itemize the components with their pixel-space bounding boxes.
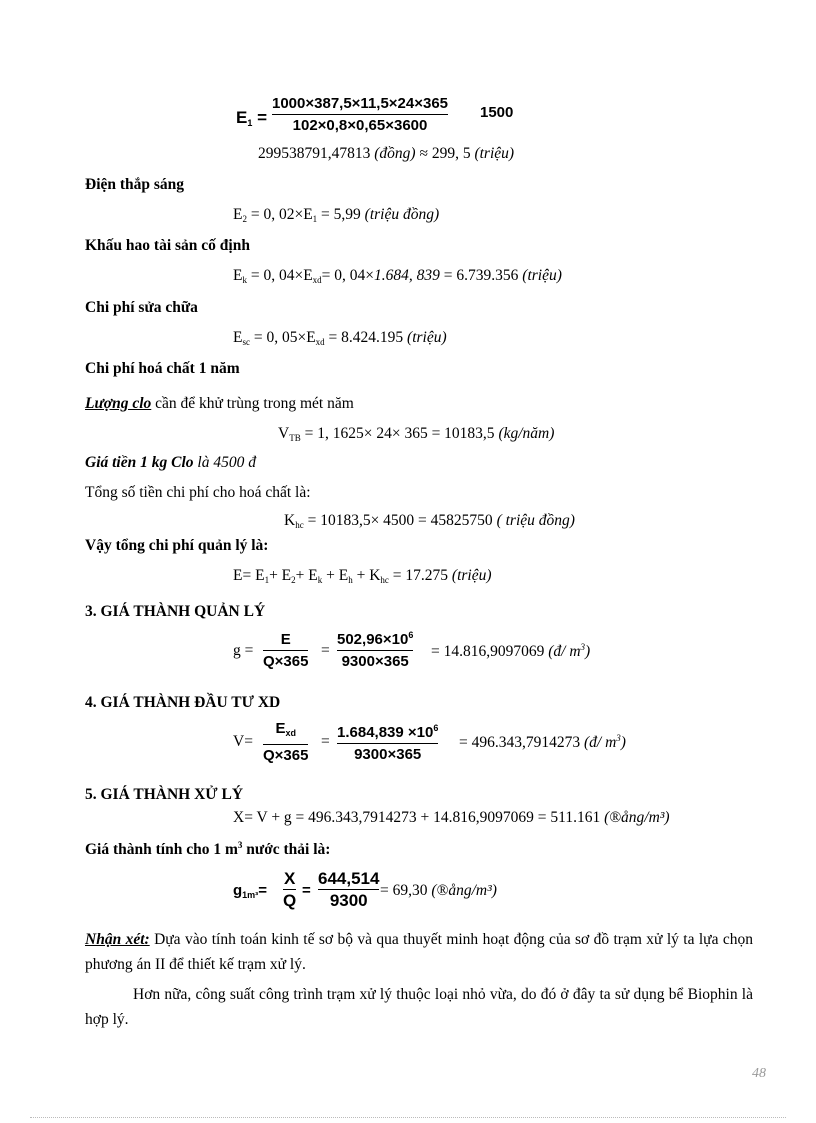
s5-f2-den: 9300 — [329, 891, 368, 910]
equation-vtb: $V_{TB} = 1$, 1625× 24× 365 = 10183,5 (kg/năm) — [278, 425, 555, 443]
heading-total: Vậy tổng chi phí quản lý là: — [85, 537, 269, 554]
s5-equation: X= V + g = 496.343,7914273 + 14.816,9097069 = 511.161 (®ång/m³) — [233, 809, 670, 826]
formula-e1-tail: 1500 — [480, 104, 514, 121]
heading-depreciation: Khấu hao tài sản cố định — [85, 237, 250, 254]
s5-result: = 69,30 (®ång/m³) — [380, 882, 497, 899]
comment-paragraph: Nhận xét: Dựa vào tính toán kinh tế sơ bộ và qua thuyết minh hoạt động của sơ đồ trạm xử lý ta lựa chọn phương án II để thiết kế trạm xử lý. — [85, 931, 753, 973]
formula-e1-result: 299538791,47813 (đồng) ≈ 299, 5 (triệu) — [258, 145, 515, 162]
s4-fraction-1 — [263, 719, 308, 765]
formula-e1-lhs: $E_1$ = — [236, 108, 268, 128]
equation-total: $E= E_1+ E_2+ E_k + E_h + K_{hc} = 17.275$ (triệu) — [233, 567, 492, 585]
s3-result: = 14.816,9097069 (đ/ $m^3$) — [431, 642, 591, 660]
equation-ek: $E_k = 0$, $04\times E_{xd}= 0$, 04×1.684, 839 = 6.739.356 (triệu) — [233, 267, 562, 285]
footer-divider — [30, 1117, 786, 1118]
chlorine-line: Lượng clo cần để khử trùng trong mét năm — [85, 395, 354, 412]
heading-section-3: 3. GIÁ THÀNH QUẢN LÝ — [85, 603, 266, 620]
comment-paragraph-2: Hơn nữa, công suất công trình trạm xử lý thuộc loại nhỏ vừa, do đó ở đây ta sử dụng bể Biophin là hợp lý. — [85, 986, 753, 1028]
s4-f2-den: 9300×365 — [354, 746, 422, 763]
s3-lhs: g = — [233, 642, 254, 659]
s3-fraction-2 — [337, 626, 413, 671]
s5-f2-num: 644,514 — [318, 869, 380, 888]
s5-per-m3-text: Giá thành tính cho 1 $m^3$ nước thải là: — [85, 840, 331, 858]
heading-lighting: Điện thắp sáng — [85, 176, 185, 193]
equation-khc: $K_{hc} = 10183,5\times 4500 = 45825750$ ( triệu đồng) — [284, 512, 575, 530]
s5-g-lhs: $g_{1m^3}=$ — [233, 882, 267, 900]
page-number: 48 — [752, 1066, 766, 1081]
chemical-total-text: Tổng số tiền chi phí cho hoá chất là: — [85, 484, 311, 501]
s4-fraction-2 — [337, 719, 438, 764]
s3-f2-den: 9300×365 — [341, 653, 409, 670]
s3-f1-den: Q×365 — [263, 653, 309, 670]
s3-eq: = — [321, 642, 330, 659]
equation-e2: $E_2 = 0$, $02\times E_1 = 5,99$ (triệu đồng) — [233, 206, 440, 224]
s3-fraction-1 — [263, 630, 308, 671]
s3-f2-num: $502,96\times 10^6$ — [337, 630, 414, 648]
formula-e1-numerator: 1000×387,5×11,5×24×365 — [272, 95, 449, 112]
formula-e1-denominator: 102×0,8×0,65×3600 — [292, 117, 428, 134]
s4-result: = 496.343,7914273 (đ/ $m^3$) — [459, 733, 626, 751]
s5-f1-num: X — [283, 869, 296, 888]
s4-eq: = — [321, 733, 330, 750]
s5-eq: = — [302, 882, 311, 899]
s5-fraction-2 — [318, 869, 379, 910]
equation-esc: $E_{sc} = 0$, $05\times E_{xd} = 8.424.195$ (triệu) — [233, 329, 447, 347]
s4-f1-num: $E_{xd}$ — [275, 720, 296, 738]
formula-e1-fraction — [272, 94, 448, 135]
s4-f2-num: $1.684,839 \times 10^6$ — [337, 723, 439, 741]
price-line: Giá tiền 1 kg Clo là 4500 đ — [85, 454, 256, 471]
s4-lhs: V= — [233, 733, 253, 750]
s3-f1-num: E — [280, 631, 291, 648]
heading-repair: Chi phí sửa chữa — [85, 299, 198, 316]
heading-section-4: 4. GIÁ THÀNH ĐẦU TƯ XD — [85, 694, 281, 711]
s5-f1-den: Q — [283, 891, 297, 910]
heading-chemical: Chi phí hoá chất 1 năm — [85, 360, 240, 377]
s5-fraction-1 — [283, 869, 296, 910]
heading-section-5: 5. GIÁ THÀNH XỬ LÝ — [85, 786, 244, 803]
s4-f1-den: Q×365 — [263, 747, 309, 764]
